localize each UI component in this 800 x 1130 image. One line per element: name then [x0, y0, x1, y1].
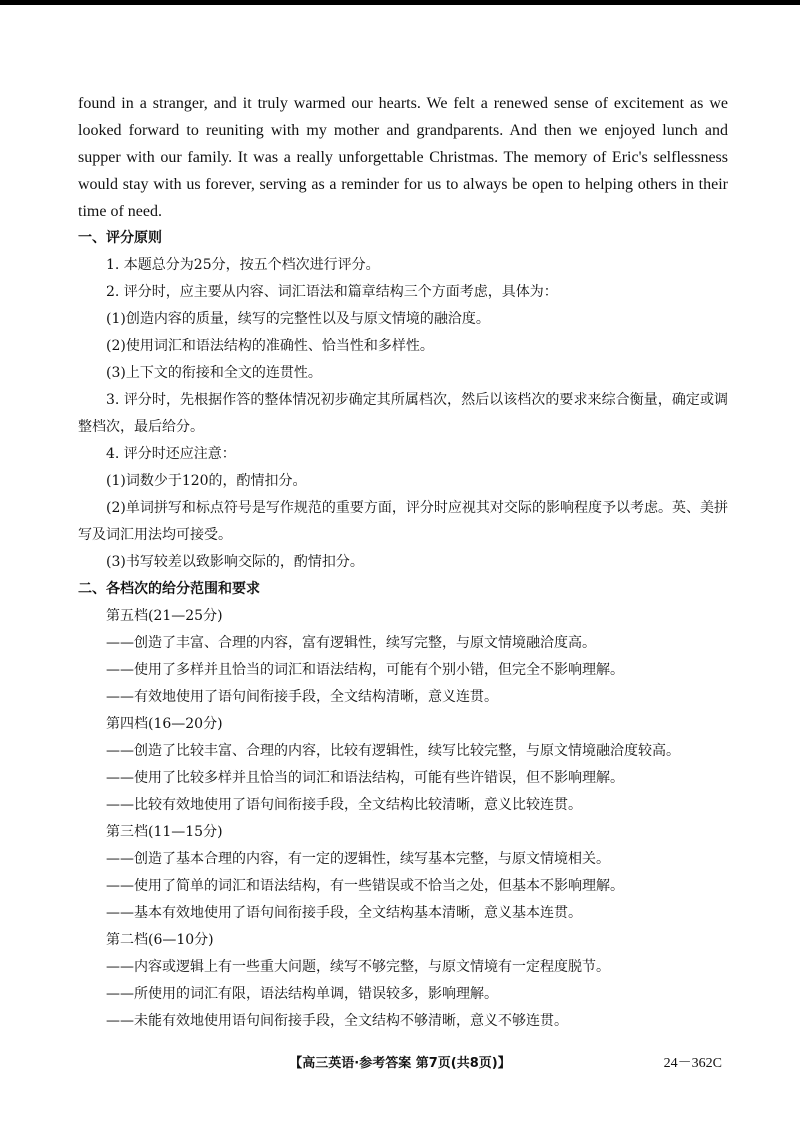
level-3-item: ——创造了基本合理的内容，有一定的逻辑性，续写基本完整，与原文情境相关。 — [106, 851, 610, 867]
rule-4-3: (3)书写较差以致影响交际的，酌情扣分。 — [106, 554, 364, 570]
page-content — [78, 90, 728, 1035]
level-3-item: ——基本有效地使用了语句间衔接手段，全文结构基本清晰，意义基本连贯。 — [106, 905, 582, 921]
level-2-item: ——未能有效地使用语句间衔接手段，全文结构不够清晰，意义不够连贯。 — [106, 1013, 568, 1029]
level-5-item: ——有效地使用了语句间衔接手段，全文结构清晰，意义连贯。 — [106, 689, 498, 705]
rule-1: 1. 本题总分为25分，按五个档次进行评分。 — [106, 257, 380, 273]
rule-4-1: (1)词数少于120的，酌情扣分。 — [106, 473, 307, 489]
level-2-item: ——内容或逻辑上有一些重大问题，续写不够完整，与原文情境有一定程度脱节。 — [106, 959, 610, 975]
level-4-item: ——创造了比较丰富、合理的内容，比较有逻辑性，续写比较完整，与原文情境融洽度较高。 — [106, 743, 680, 759]
level-3-heading: 第三档(11—15分) — [106, 824, 223, 840]
level-5-heading: 第五档(21—25分) — [106, 608, 223, 624]
footer-page-info: 【高三英语·参考答案 第7页(共8页)】 — [289, 1056, 511, 1071]
rule-4: 4. 评分时还应注意： — [106, 446, 236, 462]
rule-2-3: (3)上下文的衔接和全文的连贯性。 — [106, 365, 322, 381]
level-5-item: ——使用了多样并且恰当的词汇和语法结构，可能有个别小错，但完全不影响理解。 — [106, 662, 624, 678]
level-5-item: ——创造了丰富、合理的内容，富有逻辑性，续写完整，与原文情境融洽度高。 — [106, 635, 596, 651]
section-2-title: 二、各档次的给分范围和要求 — [78, 581, 260, 597]
level-3-item: ——使用了简单的词汇和语法结构，有一些错误或不恰当之处，但基本不影响理解。 — [106, 878, 624, 894]
level-2-heading: 第二档(6—10分) — [106, 932, 214, 948]
page-footer — [0, 1048, 800, 1078]
level-4-item: ——使用了比较多样并且恰当的词汇和语法结构，可能有些许错误，但不影响理解。 — [106, 770, 624, 786]
rule-2-1: (1)创造内容的质量，续写的完整性以及与原文情境的融洽度。 — [106, 311, 490, 327]
level-4-heading: 第四档(16—20分) — [106, 716, 223, 732]
footer-doc-code: 24－362C — [663, 1056, 722, 1071]
level-2-item: ——所使用的词汇有限，语法结构单调，错误较多，影响理解。 — [106, 986, 498, 1002]
passage-text: found in a stranger, and it truly warmed our hearts. We felt a renewed sense of excitement as we looked forward to reuniting with my mother and grandparents. And then we enjoyed lunch and supper with our family. It was a really unforgettable Christmas. The memory of Eric's selflessness would stay with us forever, serving as a reminder for us to always be open to helping others in their time of need. — [78, 95, 728, 220]
top-border — [0, 0, 800, 5]
level-4-item: ——比较有效地使用了语句间衔接手段，全文结构比较清晰，意义比较连贯。 — [106, 797, 582, 813]
rule-3: 3. 评分时，先根据作答的整体情况初步确定其所属档次，然后以该档次的要求来综合衡量，确定或调整档次，最后给分。 — [78, 392, 728, 435]
rule-4-2: (2)单词拼写和标点符号是写作规范的重要方面，评分时应视其对交际的影响程度予以考虑。英、美拼写及词汇用法均可接受。 — [78, 500, 728, 543]
rule-2: 2. 评分时，应主要从内容、词汇语法和篇章结构三个方面考虑，具体为： — [106, 284, 558, 300]
section-1-title: 一、评分原则 — [78, 230, 162, 246]
rule-2-2: (2)使用词汇和语法结构的准确性、恰当性和多样性。 — [106, 338, 434, 354]
